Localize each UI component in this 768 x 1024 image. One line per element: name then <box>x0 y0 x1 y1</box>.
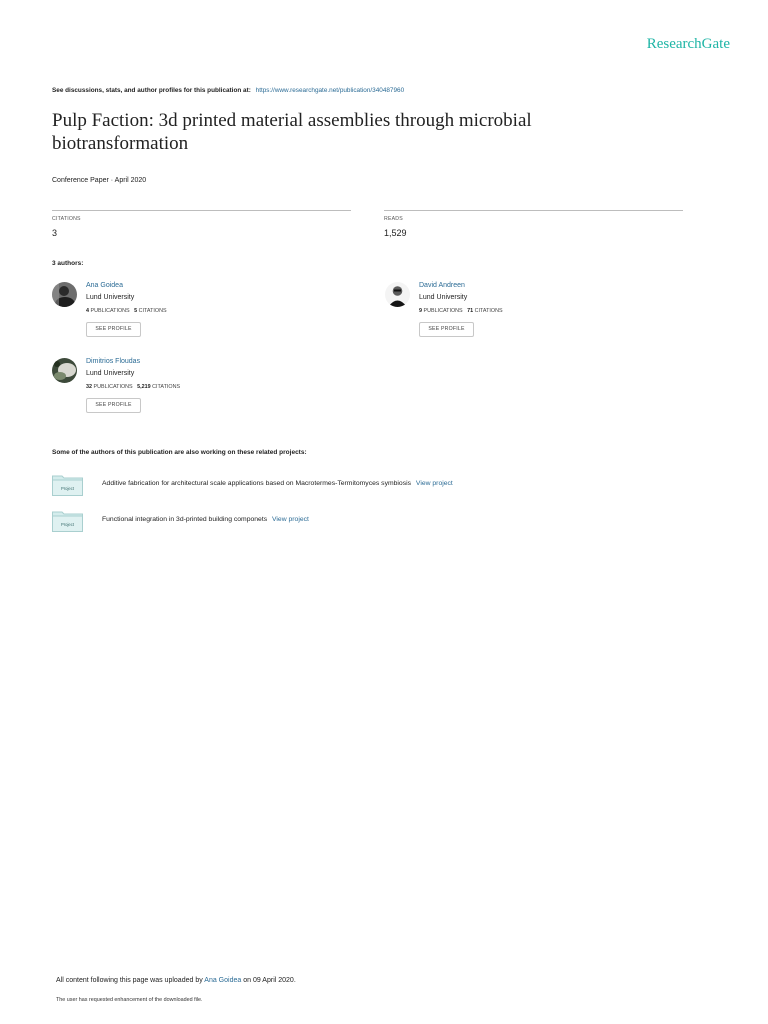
see-profile-button[interactable]: SEE PROFILE <box>86 322 141 337</box>
project-description: Additive fabrication for architectural scale applications based on Macrotermes-Termitomyces symbiosis <box>102 480 412 487</box>
citations-count: 5,219 <box>137 384 151 390</box>
citations-label: CITATIONS <box>138 308 167 314</box>
avatar[interactable] <box>52 282 77 307</box>
publication-url-link[interactable]: https://www.researchgate.net/publication/340487960 <box>255 87 405 94</box>
header-see-line <box>52 87 404 94</box>
folder-shape <box>52 474 83 496</box>
publications-count: 9 <box>419 308 422 314</box>
publications-label: PUBLICATIONS <box>423 308 463 314</box>
publications-count: 32 <box>86 384 92 390</box>
folder-shape <box>52 510 83 532</box>
title-line-2: biotransformation <box>52 133 189 154</box>
author-stats <box>86 308 167 314</box>
avatar[interactable] <box>385 282 410 307</box>
publications-label: PUBLICATIONS <box>93 384 133 390</box>
author-affiliation: Lund University <box>86 370 135 377</box>
reads-divider <box>384 210 683 211</box>
project-title <box>102 480 453 487</box>
publications-count: 4 <box>86 308 89 314</box>
related-projects-heading: Some of the authors of this publication are also working on these related projects: <box>52 449 307 456</box>
avatar-photo-icon <box>385 282 410 307</box>
project-icon-label: Project <box>60 522 75 527</box>
author-stats <box>419 308 503 314</box>
list-item <box>52 474 652 498</box>
reads-value: 1,529 <box>384 228 407 238</box>
project-icon-label: Project <box>60 486 75 491</box>
avatar[interactable] <box>52 358 77 383</box>
author-affiliation: Lund University <box>419 294 468 301</box>
author-name-link[interactable]: Dimitrios Floudas <box>86 358 141 365</box>
author-stats <box>86 384 180 390</box>
footer-note: The user has requested enhancement of the downloaded file. <box>56 997 203 1003</box>
project-description: Functional integration in 3d-printed building componets <box>102 516 268 523</box>
author-card <box>52 282 312 352</box>
upload-prefix: All content following this page was uploaded by <box>56 977 203 984</box>
citations-divider <box>52 210 351 211</box>
reads-label: READS <box>384 216 403 222</box>
upload-suffix: on 09 April 2020. <box>243 977 296 984</box>
project-title <box>102 516 309 523</box>
citations-label: CITATIONS <box>52 216 81 222</box>
see-profile-button[interactable]: SEE PROFILE <box>86 398 141 413</box>
author-card <box>52 358 312 428</box>
citations-value: 3 <box>52 228 58 238</box>
citations-count: 5 <box>134 308 138 314</box>
publications-label: PUBLICATIONS <box>90 308 130 314</box>
list-item <box>52 510 652 534</box>
see-profile-button[interactable]: SEE PROFILE <box>419 322 474 337</box>
folder-icon[interactable] <box>52 510 83 532</box>
authors-heading: 3 authors: <box>52 260 84 267</box>
avatar-photo-icon <box>52 282 77 307</box>
see-text: See discussions, stats, and author profiles for this publication at: <box>52 87 251 94</box>
author-card <box>385 282 645 352</box>
citations-count: 71 <box>467 308 474 314</box>
publication-type-date: Conference Paper · April 2020 <box>52 177 147 184</box>
title-line-1: Pulp Faction: 3d printed material assemblies through microbial <box>52 110 532 131</box>
view-project-link[interactable]: View project <box>415 480 453 487</box>
citations-label: CITATIONS <box>152 384 181 390</box>
author-name-link[interactable]: David Andreen <box>419 282 465 289</box>
view-project-link[interactable]: View project <box>272 516 309 523</box>
uploader-link[interactable]: Ana Goidea <box>204 977 242 984</box>
footer-upload-line <box>56 977 296 984</box>
author-affiliation: Lund University <box>86 294 135 301</box>
avatar-photo-icon <box>52 358 77 383</box>
author-name-link[interactable]: Ana Goidea <box>86 282 123 289</box>
page-title <box>52 109 672 155</box>
researchgate-logo[interactable]: ResearchGate <box>646 36 730 52</box>
citations-label: CITATIONS <box>474 308 503 314</box>
folder-icon[interactable] <box>52 474 83 496</box>
